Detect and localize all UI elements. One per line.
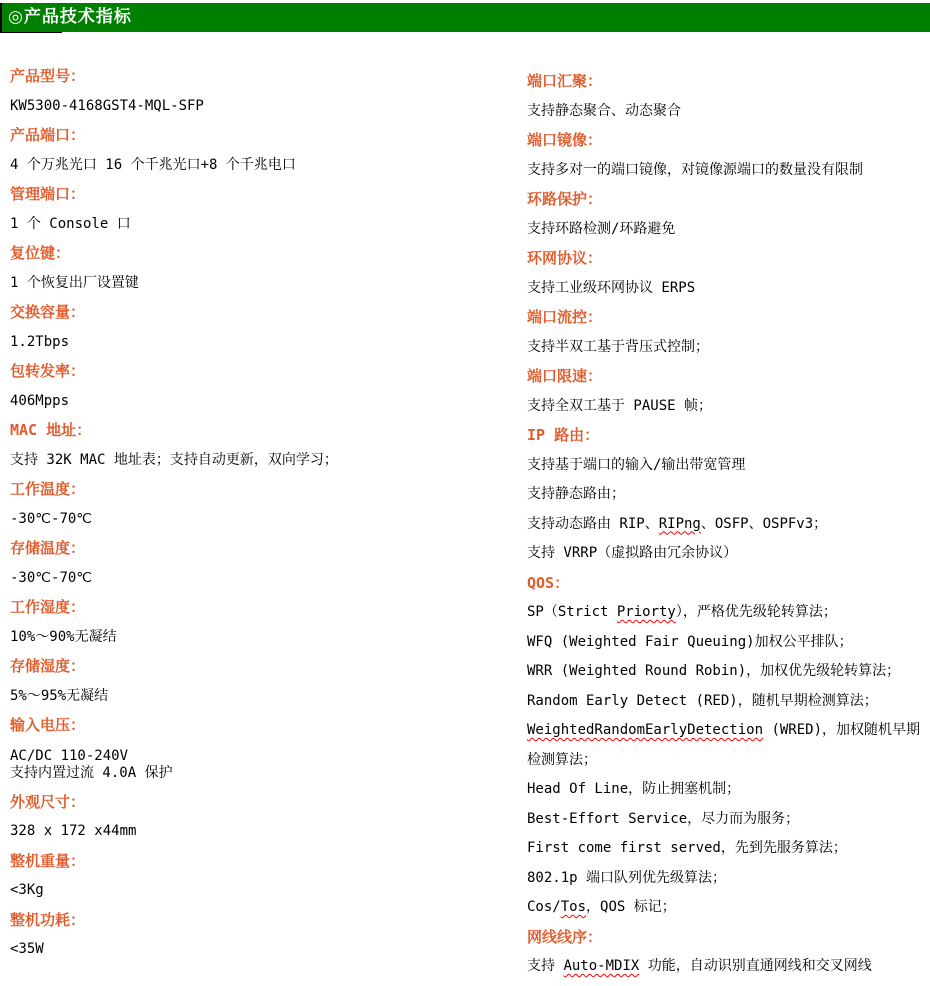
spec-heading: 包转发率：	[10, 362, 86, 380]
spec-text-line: AC/DC 110-240V	[10, 747, 129, 764]
spec-text: -30℃-70℃	[10, 569, 93, 586]
spec-text: 支持静态聚合、动态聚合	[527, 102, 681, 119]
spec-heading: 产品端口：	[10, 126, 86, 144]
spec-column-left	[10, 62, 527, 982]
spec-heading: 产品型号：	[10, 67, 86, 85]
spec-text-part: ，QOS 标记；	[586, 899, 676, 915]
spec-text: 328 x 172 x44mm	[10, 823, 137, 839]
spec-heading: 环路保护：	[527, 190, 603, 208]
spec-text: First come first served，先到先服务算法；	[527, 840, 847, 856]
spec-column-right	[527, 62, 930, 982]
spec-text: 5%～95%无凝结	[10, 687, 109, 704]
spec-heading: 输入电压：	[10, 716, 86, 734]
spec-heading: 整机功耗：	[10, 910, 86, 929]
spec-text: 支持 32K MAC 地址表；支持自动更新，双向学习；	[10, 451, 338, 468]
spec-text-part: 、OSFP、OSPFv3；	[700, 515, 828, 532]
spec-text: Best-Effort Service，尽力而为服务；	[527, 810, 800, 827]
spec-text-part: ），严格优先级轮转算法；	[675, 604, 837, 620]
spellcheck-underlined-text: WeightedRandomEarlyDetection	[527, 722, 764, 738]
spec-heading: MAC 地址：	[10, 421, 92, 439]
spec-columns	[0, 62, 930, 982]
spec-text-part: 功能，自动识别直通网线和交叉网线	[639, 958, 872, 974]
spec-heading: QOS：	[527, 573, 570, 592]
spec-text: WFQ (Weighted Fair Queuing)加权公平排队；	[527, 633, 853, 650]
spec-heading: 存储湿度：	[10, 657, 86, 675]
spec-heading: 网线线序：	[527, 927, 603, 946]
spec-text	[527, 510, 922, 540]
spec-heading: 环网协议：	[527, 249, 603, 267]
spec-text-part: (WRED)，加权随机早期检测算法；	[527, 722, 921, 768]
spec-heading: IP 路由：	[527, 426, 600, 444]
spec-heading: 整机重量：	[10, 851, 86, 870]
spec-text: Random Early Detect (RED)，随机早期检测算法；	[527, 692, 878, 709]
spec-text: Head Of Line，防止拥塞机制；	[527, 781, 741, 797]
spellcheck-underlined-text: Tos	[560, 899, 587, 915]
spec-heading: 存储温度：	[10, 539, 86, 557]
spec-heading: 端口限速：	[527, 367, 603, 385]
spec-text-part: 支持	[527, 958, 564, 974]
spec-text: 1 个 Console 口	[10, 215, 131, 232]
section-header-bar	[0, 3, 930, 32]
spec-text: WRR (Weighted Round Robin)，加权优先级轮转算法；	[527, 663, 901, 679]
spec-text: 802.1p 端口队列优先级算法；	[527, 869, 727, 886]
spec-text: 4 个万兆光口 16 个千兆光口+8 个千兆电口	[10, 156, 296, 173]
spec-heading: 外观尺寸：	[10, 792, 86, 811]
spec-text: 支持 VRRP（虚拟路由冗余协议）	[527, 545, 738, 561]
spec-heading: 交换容量：	[10, 303, 86, 321]
spec-text: 支持基于端口的输入/输出带宽管理	[527, 456, 746, 473]
spec-text-multiline	[10, 748, 527, 782]
spellcheck-underlined-text: Priorty	[616, 604, 676, 620]
spec-text: 支持全双工基于 PAUSE 帧；	[527, 397, 713, 414]
spec-text: KW5300-4168GST4-MQL-SFP	[10, 97, 204, 114]
spec-text: 10%～90%无凝结	[10, 628, 117, 645]
page-title: ◎产品技术指标	[8, 7, 132, 27]
spec-text-part: Cos/	[527, 899, 561, 915]
spec-text	[527, 952, 922, 982]
spec-heading: 工作温度：	[10, 480, 86, 498]
spec-text	[527, 893, 922, 923]
spec-text: 1 个恢复出厂设置键	[10, 274, 139, 291]
spec-text: 支持多对一的端口镜像，对镜像源端口的数量没有限制	[527, 161, 863, 178]
spec-text: <35W	[10, 941, 44, 957]
spec-text-part: 支持动态路由 RIP、	[527, 515, 659, 532]
spec-heading: 工作湿度：	[10, 598, 86, 616]
spec-text-part: SP（Strict	[527, 604, 617, 620]
spec-text: 406Mpps	[10, 392, 70, 409]
spec-heading: 端口汇聚：	[527, 72, 603, 90]
spellcheck-underlined-text: Auto-MDIX	[563, 958, 640, 974]
spec-heading: 端口镜像：	[527, 131, 603, 149]
spec-text	[527, 598, 922, 628]
spec-text: <3Kg	[10, 882, 44, 898]
spec-text-line: 支持内置过流 4.0A 保护	[10, 764, 173, 781]
spec-text: 支持半双工基于背压式控制；	[527, 338, 709, 355]
spellcheck-underlined-text: RIPng	[658, 515, 701, 532]
spec-text: 支持静态路由；	[527, 486, 625, 502]
spec-heading: 复位键：	[10, 244, 71, 262]
spec-text: -30℃-70℃	[10, 510, 93, 527]
spec-text	[527, 716, 922, 775]
spec-heading: 端口流控：	[527, 308, 603, 326]
spec-text: 1.2Tbps	[10, 333, 70, 350]
spec-heading: 管理端口：	[10, 185, 86, 203]
spec-text: 支持环路检测/环路避免	[527, 220, 676, 237]
spec-text: 支持工业级环网协议 ERPS	[527, 279, 696, 296]
